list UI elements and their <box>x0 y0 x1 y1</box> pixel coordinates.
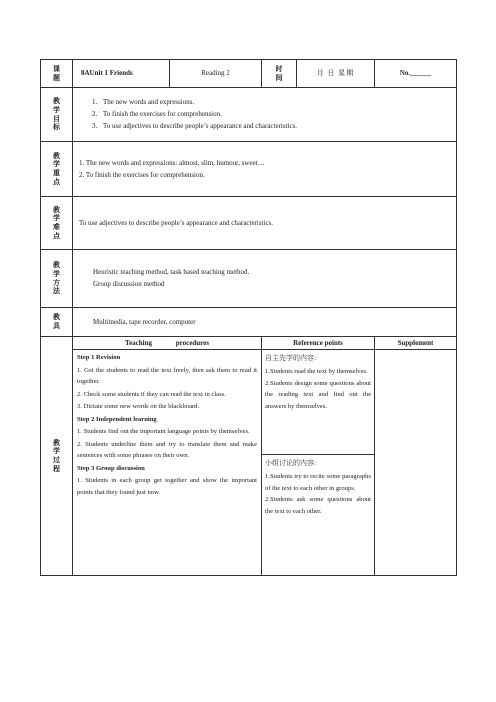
objective-item: 2. To finish the exercises for comprehension. <box>99 110 456 119</box>
lesson-plan-table <box>40 59 457 576</box>
aids-row <box>41 308 457 337</box>
supplement-cell <box>375 350 457 576</box>
teaching-procedures-cell <box>73 350 262 576</box>
difficulties-label <box>41 197 73 250</box>
procedure-step-text: 3. Dictate some new words on the blackboard. <box>77 403 200 411</box>
key-points-label-text: 教 学 重 点 <box>53 151 60 186</box>
reference-item: 1.Students read the text by themselves. <box>265 368 368 376</box>
lesson-name: Reading 2 <box>170 60 262 88</box>
aids-label <box>41 308 73 337</box>
subject-label-text: 课 题 <box>53 64 60 82</box>
objectives-list <box>73 98 456 130</box>
teaching-procedures-header: Teaching procedures <box>73 337 262 350</box>
aids-text: Multimedia, tape recorder, computer <box>93 317 196 326</box>
reference-self-study-heading: 自主先学的内容: <box>265 354 316 362</box>
procedure-step-text: 2. Check some students if they can read the text in class. <box>77 390 226 398</box>
procedure-step-heading: Step 3 Group discussion <box>77 464 145 472</box>
reference-group-heading: 小组讨论的内容: <box>265 459 316 467</box>
supplement-header: Supplement <box>375 337 457 350</box>
process-header-row <box>41 337 457 350</box>
time-label-text: 时 间 <box>275 64 283 82</box>
difficulties-row <box>41 197 457 250</box>
procedure-step-text: 1. Get the students to read the text freely, then ask them to read it together. <box>77 366 257 386</box>
procedure-step-heading: Step 1 Revision <box>77 354 121 361</box>
objective-item: 1. The new words and expressions. <box>99 98 456 107</box>
methods-label <box>41 250 73 308</box>
time-label <box>262 60 297 88</box>
reference-group-discussion <box>262 455 375 576</box>
reference-item: 1.Students try to recite some paragraphs of the text to each other in groups. <box>265 473 371 492</box>
key-point-item: 1. The new words and expressions: almost, slim, humour, sweet… <box>79 158 265 167</box>
reference-item: 2.Students ask some questions about the text to each other. <box>265 496 371 515</box>
methods-row <box>41 250 457 308</box>
procedure-step-text: 2. Students underline them and try to translate them and make sentences with some phrases on their own. <box>77 440 257 460</box>
objectives-row <box>41 88 457 142</box>
process-label-text: 教 学 过 程 <box>53 438 60 473</box>
procedure-step-text: 1. Students find out the important language points by themselves. <box>77 428 250 436</box>
method-item: Group discussion method <box>93 280 165 288</box>
objective-item: 3. To use adjectives to describe people’s appearance and characteristics. <box>99 122 456 131</box>
difficulties-text: To use adjectives to describe people’s appearance and characteristics. <box>79 218 274 227</box>
process-label <box>41 337 73 576</box>
key-points-label <box>41 142 73 197</box>
process-body-row <box>41 350 457 455</box>
key-points-row <box>41 142 457 197</box>
method-item: Heuristic teaching method, task based teaching method. <box>93 268 250 277</box>
objectives-label <box>41 88 73 142</box>
key-point-item: 2. To finish the exercises for comprehension. <box>79 170 205 179</box>
date-field: 月 日 星期 <box>297 60 375 88</box>
reference-item: 2.Students design some questions about the reading text and find out the answers by themselves. <box>265 379 371 410</box>
objectives-label-text: 教 学 目 标 <box>53 97 60 132</box>
aids-label-text: 教 具 <box>53 313 60 330</box>
header-row <box>41 60 457 88</box>
procedure-step-heading: Step 2 Independent learning <box>77 415 157 423</box>
unit-title: 8AUnit 1 Friends <box>73 60 170 88</box>
number-field: No.______ <box>375 60 457 88</box>
difficulties-label-text: 教 学 难 点 <box>53 205 60 240</box>
procedure-step-text: 1. Students in each group get together and show the important points that they found just now. <box>77 477 257 496</box>
reference-self-study <box>262 350 375 455</box>
methods-label-text: 教 学 方 法 <box>53 261 60 296</box>
reference-points-header: Reference points <box>262 337 375 350</box>
subject-label <box>41 60 73 88</box>
